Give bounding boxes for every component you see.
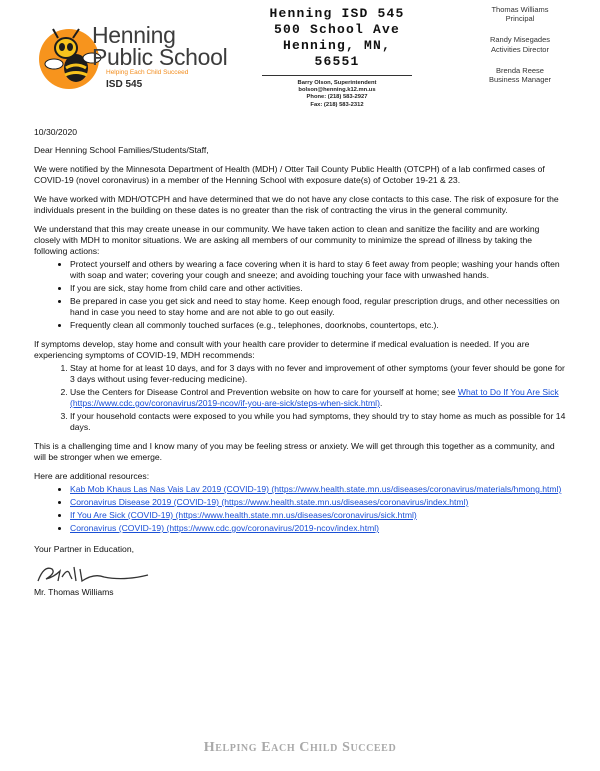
paragraph-notification: We were notified by the Minnesota Department of Health (MDH) / Otter Tail County Public Health (OTCPH) of a lab confirmed cases of COVID-19 (novel coronavirus) in a member of the Henning School with exposure date(s) of October 19-21 & 23.: [34, 164, 545, 185]
district-phone: Phone: (218) 583-2927: [306, 94, 368, 101]
recommendation-text-end: .: [379, 398, 383, 408]
school-logo: [36, 22, 236, 102]
letter-greeting: Dear Henning School Families/Students/Staff,: [34, 145, 209, 155]
paragraph-risk: We have worked with MDH/OTCPH and have determined that we do not have any close contacts to this case. The risk of exposure for the individuals present in the building on these dates is no greater than the risk of contracting the virus in the general community.: [34, 194, 559, 215]
paragraph-encouragement: This is a challenging time and I know many of you may be feeling stress or anxiety. We will get through this together as a community, and will be stronger when we emerge.: [34, 441, 555, 462]
superintendent-email: bolson@henning.k12.mn.us: [298, 87, 376, 94]
paragraph-actions-intro: We understand that this may create unease in our community. We have taken action to clean and sanitize the facility and are working closely with MDH to monitor situations. We are asking all members of our community to minimize the spread of illness by taking the following actions:: [34, 224, 540, 256]
school-name-line-2: Public School: [92, 44, 228, 70]
list-item: [70, 484, 566, 495]
recommendation-text: Use the Centers for Disease Control and Prevention website on how to care for yourself at home; see: [70, 387, 458, 397]
list-item: • Frequently clean all commonly touched surfaces (e.g., telephones, doorknobs, countertops, etc.).: [70, 320, 566, 331]
staff-name: Brenda Reese: [496, 65, 544, 75]
staff-title: Activities Director: [491, 44, 549, 54]
district-fax: Fax: (218) 583-2312: [310, 101, 364, 108]
list-item: [70, 387, 566, 409]
footer-tagline: Helping Each Child Succeed: [203, 740, 397, 755]
resource-link-mdh-sick[interactable]: If You Are Sick (COVID-19) (https://www.health.state.mn.us/diseases/coronavirus/sick.html): [70, 510, 417, 520]
signer-name: Mr. Thomas Williams: [34, 587, 114, 597]
resource-link-cdc[interactable]: Coronavirus (COVID-19) (https://www.cdc.gov/coronavirus/2019-ncov/index.html): [70, 523, 380, 533]
list-item: 1. Stay at home for at least 10 days, and for 3 days with no fever and improvement of other symptoms (your fever should be gone for 3 days without using fever-reducing medicine).: [70, 363, 566, 385]
list-item: [70, 523, 566, 534]
staff-title: Business Manager: [488, 75, 552, 85]
list-item: • Be prepared in case you get sick and need to stay home. Keep enough food, regular prescription drugs, and other necessities on hand in case you need to stay home and are not able to go out easily.: [70, 296, 566, 318]
list-item: [70, 510, 566, 521]
staff-name: Randy Misegades: [489, 35, 551, 45]
staff-list: [460, 5, 580, 96]
district-street: 500 School Ave: [273, 22, 401, 37]
school-name: [92, 24, 242, 68]
district-name: Henning ISD 545: [269, 6, 405, 21]
letter-date: 10/30/2020: [34, 127, 78, 137]
staff-name: Thomas Williams: [491, 5, 549, 14]
staff-entry: [460, 35, 580, 53]
school-name-line-1: Henning: [92, 22, 176, 48]
resources-list: [34, 484, 566, 534]
paragraph-symptoms: If symptoms develop, stay home and consult with your health care provider to determine if medical evaluation is needed. If you are experiencing symptoms of COVID-19, MDH recommends:: [34, 339, 530, 360]
district-address-block: [262, 6, 412, 109]
list-item: • Protect yourself and others by wearing a face covering when it is hard to stay 6 feet away from people; washing your hands often with soap and water; covering your cough and sneeze; and avoiding touching your face with unwashed hands.: [70, 259, 566, 281]
staff-title: Principal: [505, 14, 535, 24]
list-item: [70, 497, 566, 508]
superintendent-name: Barry Olson, Superintendent: [297, 80, 377, 86]
district-city: Henning, MN, 56551: [282, 38, 391, 69]
resource-link-mdh-index[interactable]: Coronavirus Disease 2019 (COVID-19) (https://www.health.state.mn.us/diseases/coronavirus/index.html): [70, 497, 469, 507]
list-item: 3. If your household contacts were exposed to you while you had symptoms, they should try to stay home as much as possible for 14 days.: [70, 411, 566, 433]
signature-icon: [34, 561, 154, 587]
staff-entry: [460, 5, 580, 23]
staff-entry: [460, 66, 580, 84]
logo-district-code: ISD 545: [106, 79, 143, 90]
actions-list: [34, 259, 566, 331]
recommendations-list: [34, 363, 566, 433]
list-item: • If you are sick, stay home from child care and other activities.: [70, 283, 566, 294]
letter-closing: Your Partner in Education,: [34, 544, 135, 554]
resources-intro: Here are additional resources:: [34, 471, 150, 481]
logo-tagline: Helping Each Child Succeed: [106, 69, 189, 76]
signature: [34, 561, 566, 587]
address-divider: [262, 75, 412, 76]
letter-body: [34, 127, 566, 606]
resource-link-hmong[interactable]: Kab Mob Khaus Las Nas Vais Lav 2019 (COVID-19) (https://www.health.state.mn.us/diseases/coronavirus/materials/hmong.html): [70, 484, 562, 494]
cdc-sick-link[interactable]: What to Do If You Are Sick (https://www.cdc.gov/coronavirus/2019-ncov/if-you-are-sick/steps-when-sick.html): [70, 387, 559, 408]
